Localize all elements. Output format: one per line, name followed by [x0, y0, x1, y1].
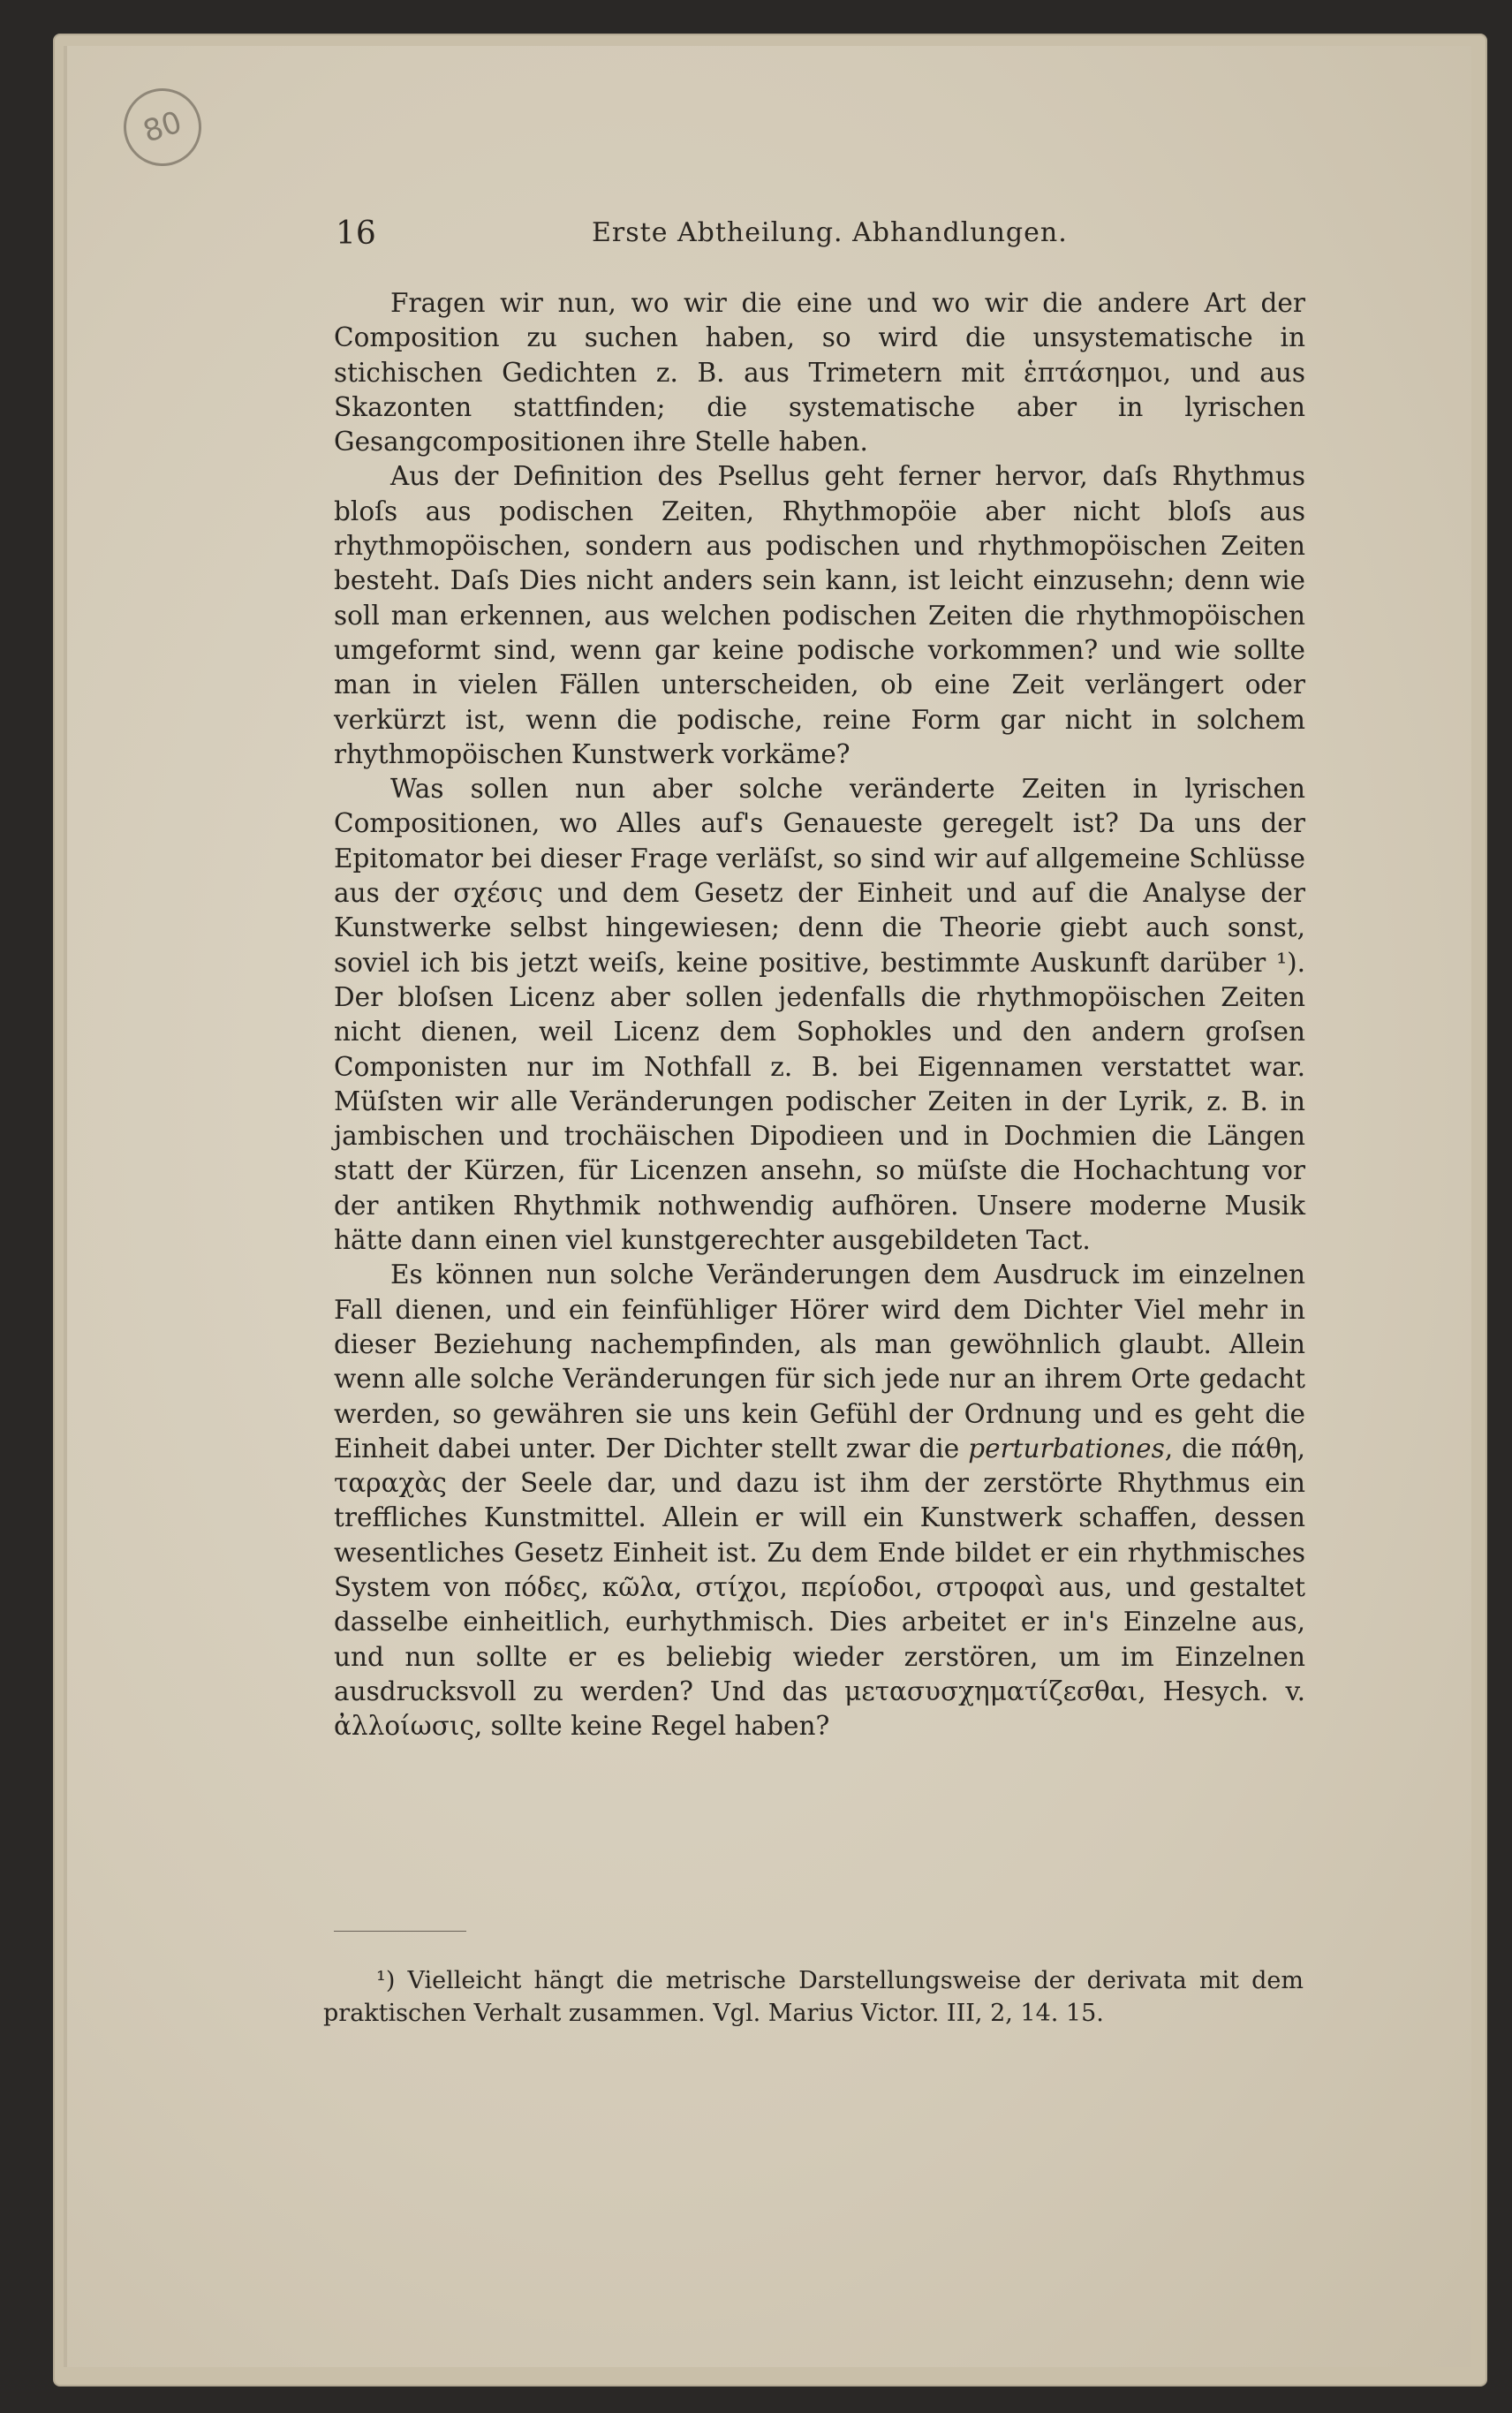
running-head: Erste Abtheilung. Abhandlungen. — [592, 217, 1068, 248]
paragraph-4 — [334, 1258, 1305, 1744]
footnote-rule — [334, 1931, 466, 1932]
footnote-text: ¹) Vielleicht hängt die metrische Darstellungsweise der derivata mit dem praktischen Verhalt zusammen. Vgl. Marius Victor. III, 2, 14. 15. — [323, 1967, 1304, 2027]
paragraph-4-italic: perturbationes — [968, 1433, 1165, 1464]
paragraph-1: Fragen wir nun, wo wir die eine und wo wir die andere Art der Composition zu suchen haben, so wird die unsystematische in stichischen Gedichten z. B. aus Trimetern mit ἑπτάσημοι, und aus Skazonten stattfinden; die systematische aber in lyrischen Gesangcompositionen ihre Stelle haben. — [334, 288, 1305, 458]
paragraph-2: Aus der Definition des Psellus geht ferner hervor, daſs Rhythmus bloſs aus podischen Zeiten, Rhythmopöie aber nicht bloſs aus rhythmopöischen, sondern aus podischen und rhythmopöischen Zeiten besteht. Daſs Dies nicht anders sein kann, ist leicht einzusehn; denn wie soll man erkennen, aus welchen podischen Zeiten die rhythmopöischen umgeformt sind, wenn gar keine podische vorkommen? und wie sollte man in vielen Fällen unterscheiden, ob eine Zeit verlängert oder verkürzt ist, wenn die podische, reine Form gar nicht in solchem rhythmopöischen Kunstwerk vorkäme? — [334, 461, 1305, 769]
page-number: 16 — [336, 216, 376, 252]
main-text — [334, 286, 1305, 1744]
footnote — [323, 1964, 1304, 2030]
stamp-number: 80 — [139, 104, 186, 150]
paragraph-3: Was sollen nun aber solche veränderte Zeiten in lyrischen Compositionen, wo Alles auf's Genaueste geregelt ist? Da uns der Epitomator bei dieser Frage verläſst, so sind wir auf allgemeine Schlüsse aus der σχέσις und dem Gesetz der Einheit und auf die Analyse der Kunstwerke selbst hingewiesen; denn die Theorie giebt auch sonst, soviel ich bis jetzt weiſs, keine positive, bestimmte Auskunft darüber ¹). Der bloſsen Licenz aber sollen jedenfalls die rhythmopöischen Zeiten nicht dienen, weil Licenz dem Sophokles und den andern groſsen Componisten nur im Nothfall z. B. bei Eigennamen verstattet war. Müſsten wir alle Veränderungen podischer Zeiten in der Lyrik, z. B. in jambischen und trochäischen Dipodieen und in Dochmien die Längen statt der Kürzen, für Licenzen ansehn, so müſste die Hochachtung vor der antiken Rhythmik nothwendig aufhören. Unsere moderne Musik hätte dann einen viel kunstgerechter ausgebildeten Tact. — [334, 774, 1305, 1256]
paragraph-4-part-1: Es können nun solche Veränderungen dem Ausdruck im einzelnen Fall dienen, und ein feinfühliger Hörer wird dem Dichter Viel mehr in dieser Beziehung nachempfinden, als man gewöhnlich glaubt. Allein wenn alle solche Veränderungen für sich jede nur an ihrem Orte gedacht werden, so gewähren sie uns kein Gefühl der Ordnung und es geht die Einheit dabei unter. Der Dichter stellt zwar die — [334, 1259, 1305, 1464]
page-header — [336, 216, 1342, 254]
paragraph-4-part-2: , die πάθη, ταραχὰς der Seele dar, und dazu ist ihm der zerstörte Rhythmus ein treffliches Kunstmittel. Allein er will ein Kunstwerk schaffen, dessen wesentliches Gesetz Einheit ist. Zu dem Ende bildet er ein rhythmisches System von πόδες, κῶλα, στίχοι, περίοδοι, στροφαὶ aus, und gestaltet dasselbe einheitlich, eurhythmisch. Dies arbeitet er in's Einzelne aus, und nun sollte er es beliebig wieder zerstören, um im Einzelnen ausdrucksvoll zu werden? Und das μετασυσχηματίζεσθαι, Hesych. v. ἀλλοίωσις, sollte keine Regel haben? — [334, 1433, 1305, 1742]
